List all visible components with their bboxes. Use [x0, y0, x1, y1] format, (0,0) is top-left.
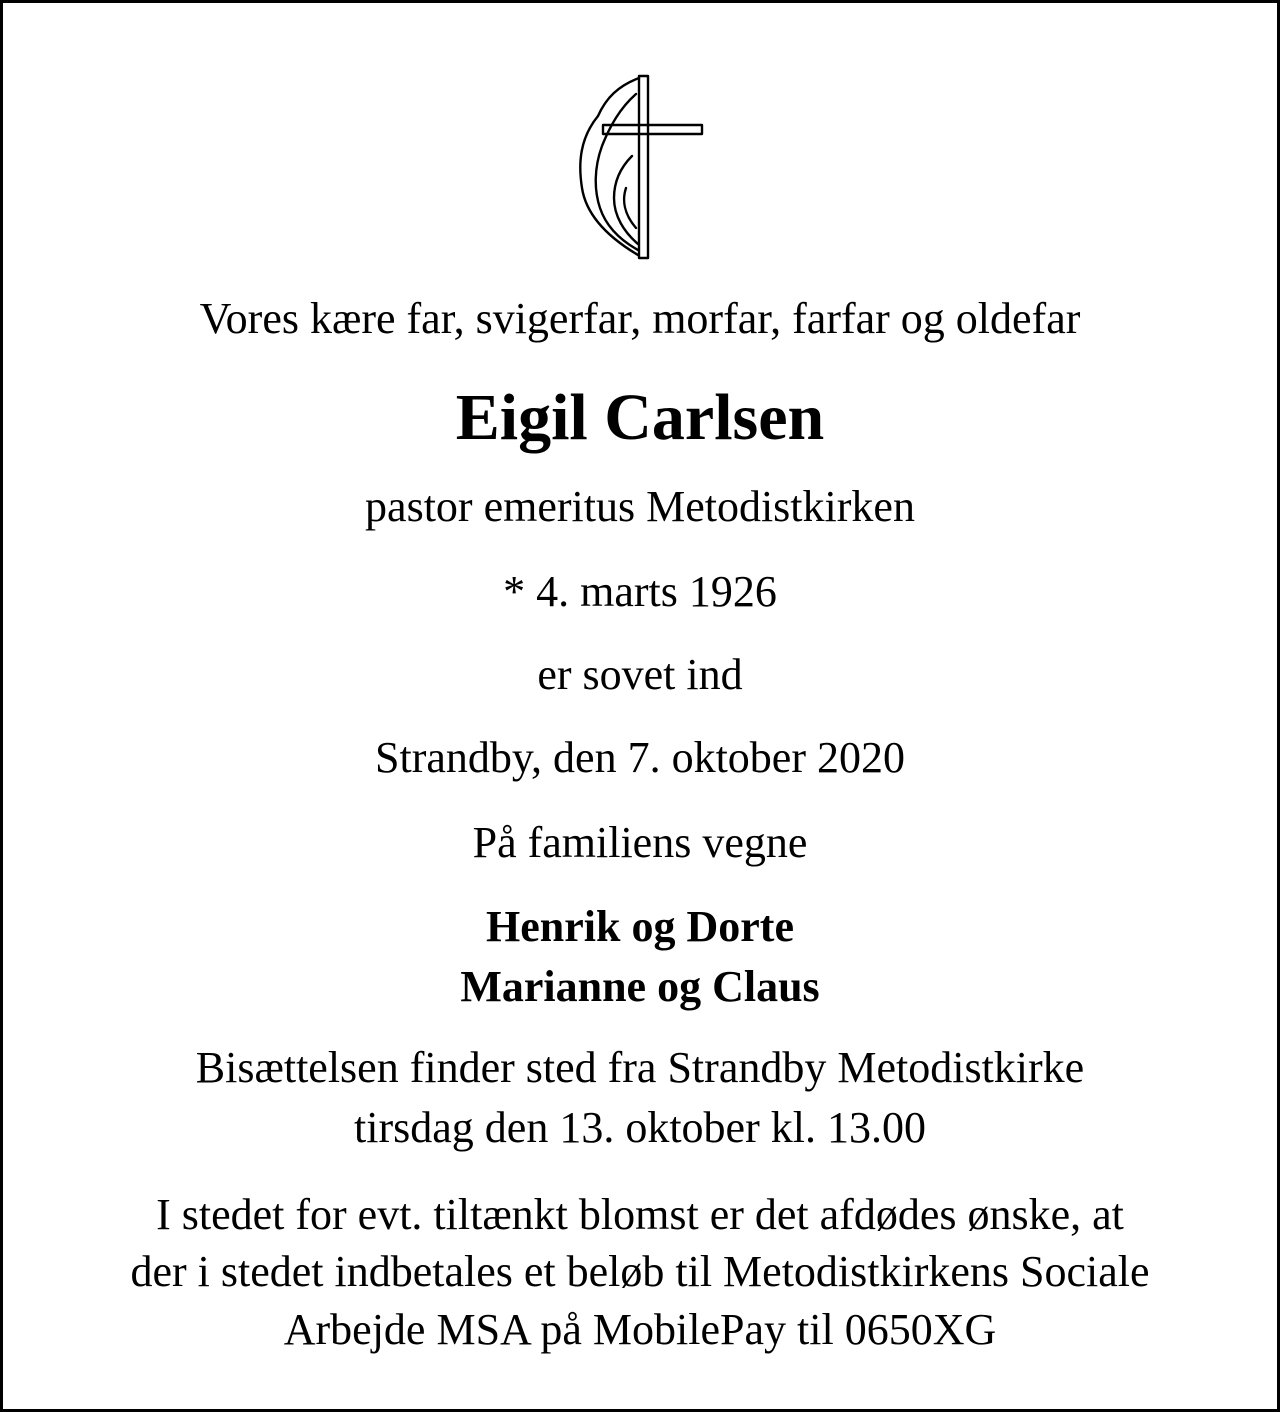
passed-away-text: er sovet ind	[537, 650, 743, 699]
deceased-name: Eigil Carlsen	[455, 381, 825, 454]
birth-date: * 4. marts 1926	[503, 567, 777, 616]
place-and-date: Strandby, den 7. oktober 2020	[375, 733, 905, 782]
donation-wish-line: Arbejde MSA på MobilePay til 0650XG	[283, 1305, 997, 1354]
donation-wish-line: I stedet for evt. tiltænkt blomst er det afdødes ønske, at	[156, 1190, 1124, 1239]
donation-wish-line: der i stedet indbetales et beløb til Metodistkirkens Sociale	[130, 1247, 1150, 1296]
on-behalf-text: På familiens vegne	[472, 818, 808, 867]
intro-text: Vores kære far, svigerfar, morfar, farfar og oldefar	[199, 294, 1081, 343]
family-line: Henrik og Dorte	[486, 902, 794, 951]
family-line: Marianne og Claus	[460, 962, 820, 1011]
funeral-info-line: tirsdag den 13. oktober kl. 13.00	[354, 1103, 926, 1152]
deceased-title: pastor emeritus Metodistkirken	[365, 482, 915, 531]
cross-and-flame-icon	[548, 68, 738, 263]
funeral-info-line: Bisættelsen finder sted fra Strandby Metodistkirke	[195, 1043, 1085, 1092]
